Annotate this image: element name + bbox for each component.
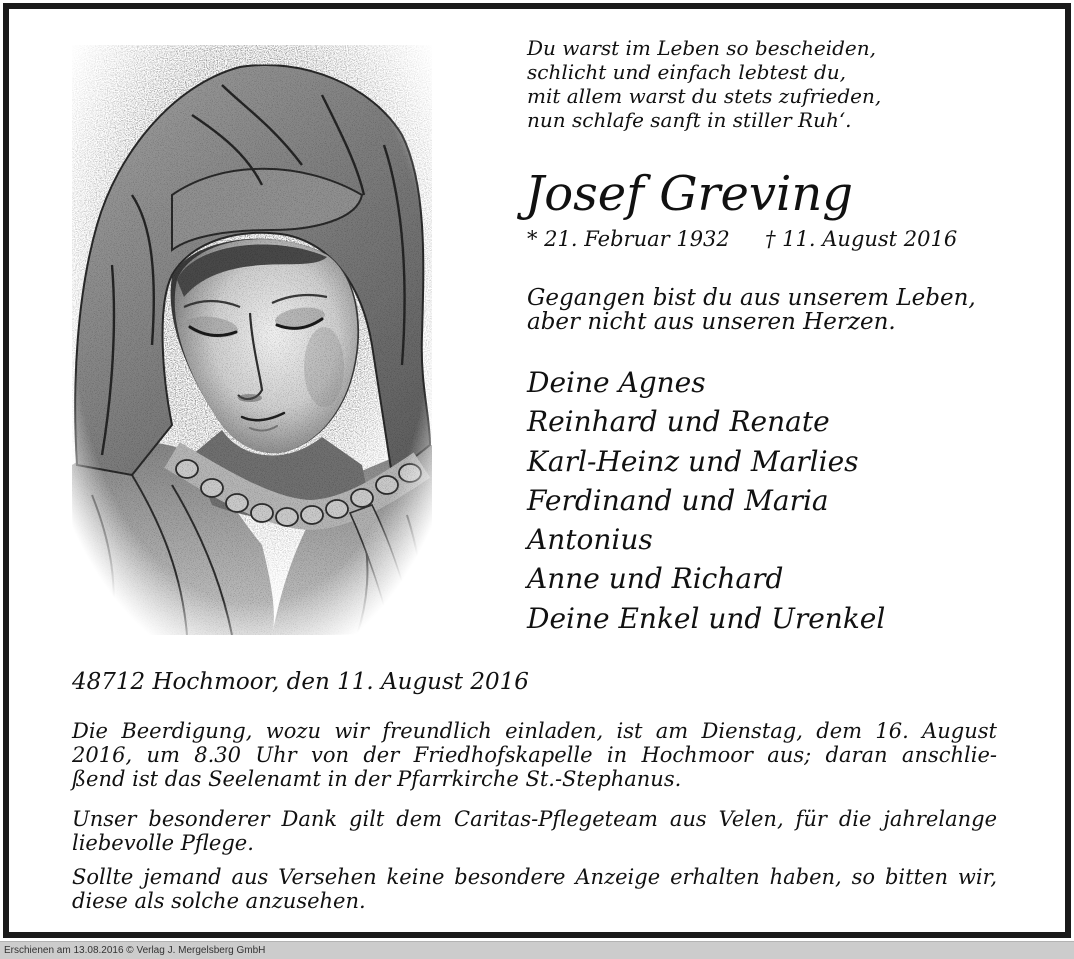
farewell-line: Gegangen bist du aus unserem Leben, <box>527 285 976 311</box>
thanks-line: Unser besonderer Dank gilt dem Caritas-Pflegeteam aus Velen, für die jahrelange <box>72 807 997 831</box>
funeral-info-line: Die Beerdigung, wozu wir freundlich einladen, ist am Dienstag, dem 16. August <box>72 719 997 743</box>
funeral-info-line: ßend ist das Seelenamt in der Pfarrkirche St.-Stephanus. <box>72 767 682 791</box>
farewell-text <box>527 286 976 334</box>
mourners-list <box>527 363 885 638</box>
death-date: † 11. August 2016 <box>765 227 958 251</box>
funeral-info-paragraph <box>72 719 997 791</box>
request-line: Sollte jemand aus Versehen keine besondere Anzeige erhalten haben, so bitten wir, <box>72 865 997 889</box>
poem-line: mit allem warst du stets zufrieden, <box>527 84 882 108</box>
publication-footer <box>0 941 1074 959</box>
poem-line: nun schlafe sanft in stiller Ruh‘. <box>527 108 852 132</box>
mourner-line: Antonius <box>527 523 653 557</box>
life-dates <box>527 226 987 252</box>
poem-line: schlicht und einfach lebtest du, <box>527 60 847 84</box>
request-paragraph <box>72 865 997 913</box>
mourner-line: Karl-Heinz und Marlies <box>527 444 859 478</box>
publication-note: Erschienen am 13.08.2016 © Verlag J. Mergelsberg GmbH <box>4 945 266 956</box>
thanks-line: liebevolle Pflege. <box>72 831 254 855</box>
mourner-line: Ferdinand und Maria <box>527 483 829 517</box>
mourner-line: Reinhard und Renate <box>527 405 830 439</box>
farewell-line: aber nicht aus unseren Herzen. <box>527 309 896 335</box>
poem-line: Du warst im Leben so bescheiden, <box>527 36 877 60</box>
mourner-line: Anne und Richard <box>527 562 784 596</box>
deceased-name: Josef Greving <box>525 166 854 222</box>
mourner-line: Deine Enkel und Urenkel <box>527 601 886 635</box>
poem <box>527 36 881 132</box>
request-line: diese als solche anzusehen. <box>72 889 366 913</box>
madonna-image <box>72 45 432 635</box>
mourner-line: Deine Agnes <box>527 366 706 399</box>
birth-date: * 21. Februar 1932 <box>527 227 730 251</box>
place-and-date: 48712 Hochmoor, den 11. August 2016 <box>72 669 529 695</box>
thanks-paragraph <box>72 807 997 855</box>
funeral-info-line: 2016, um 8.30 Uhr von der Friedhofskapelle in Hochmoor aus; daran anschlie- <box>72 743 997 767</box>
